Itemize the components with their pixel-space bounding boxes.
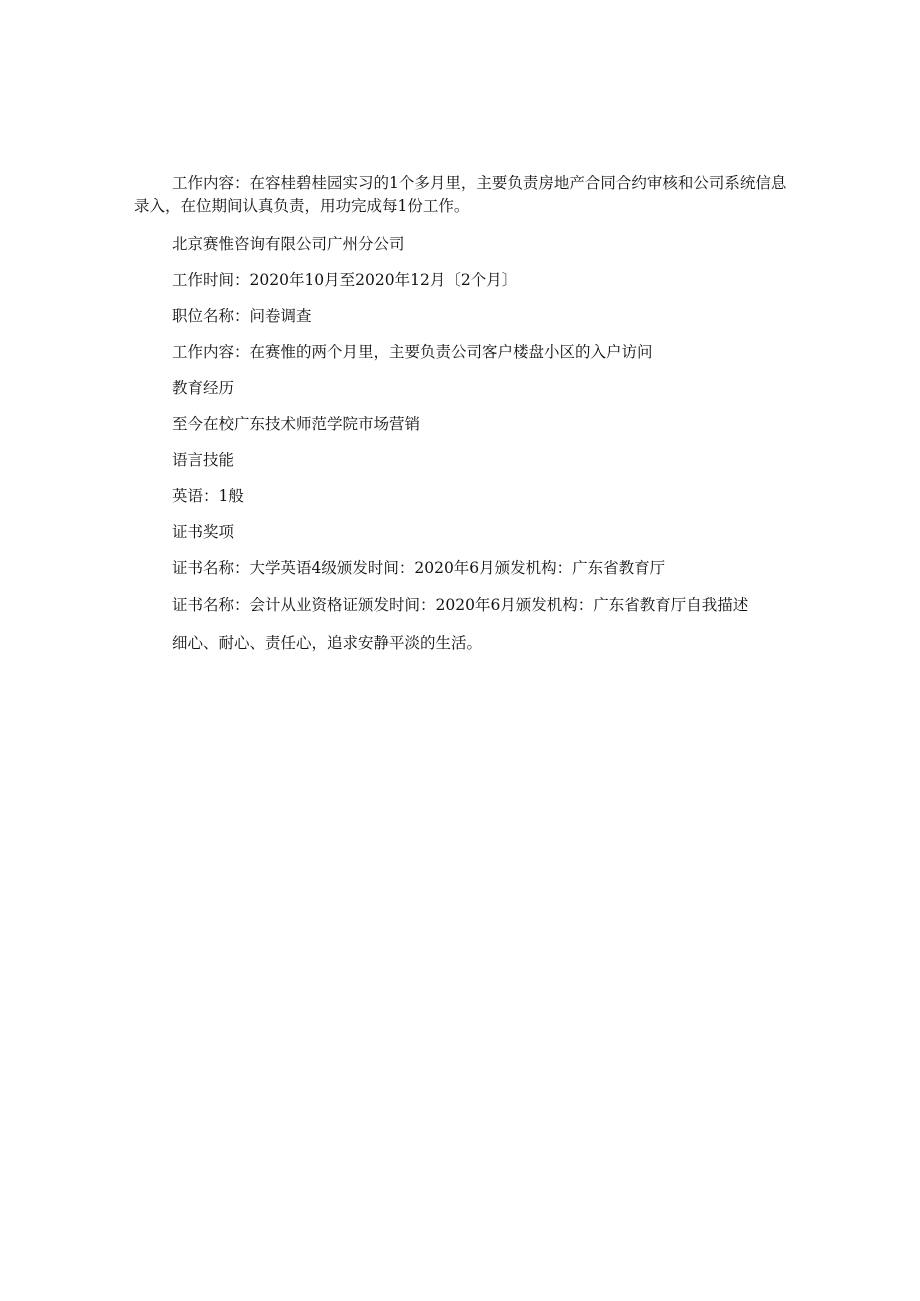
paragraph-company-name: 北京赛惟咨询有限公司广州分公司 xyxy=(172,235,405,253)
section-heading-language: 语言技能 xyxy=(172,451,235,469)
paragraph-position: 职位名称：问卷调查 xyxy=(172,307,312,325)
paragraph-self-description: 细心、耐心、责任心，追求安静平淡的生活。 xyxy=(172,634,483,652)
paragraph-certificate-2: 证书名称：会计从业资格证颁发时间：2020年6月颁发机构：广东省教育厅自我描述 xyxy=(172,596,749,614)
paragraph-work-period: 工作时间：2020年10月至2020年12月〔2个月〕 xyxy=(172,271,518,289)
paragraph-work-content-1: 工作内容：在容桂碧桂园实习的1个多月里，主要负责房地产合同合约审核和公司系统信息录入，在位期间认真负责，用功完成每1份工作。 xyxy=(134,174,787,215)
paragraph-english-level: 英语：1般 xyxy=(172,487,244,505)
paragraph-certificate-1: 证书名称：大学英语4级颁发时间：2020年6月颁发机构：广东省教育厅 xyxy=(172,559,666,577)
document-body xyxy=(134,172,794,669)
paragraph-education: 至今在校广东技术师范学院市场营销 xyxy=(172,415,421,433)
paragraph-work-content-2: 工作内容：在赛惟的两个月里，主要负责公司客户楼盘小区的入户访问 xyxy=(172,343,653,361)
section-heading-education: 教育经历 xyxy=(172,379,235,397)
section-heading-certificates: 证书奖项 xyxy=(172,523,235,541)
